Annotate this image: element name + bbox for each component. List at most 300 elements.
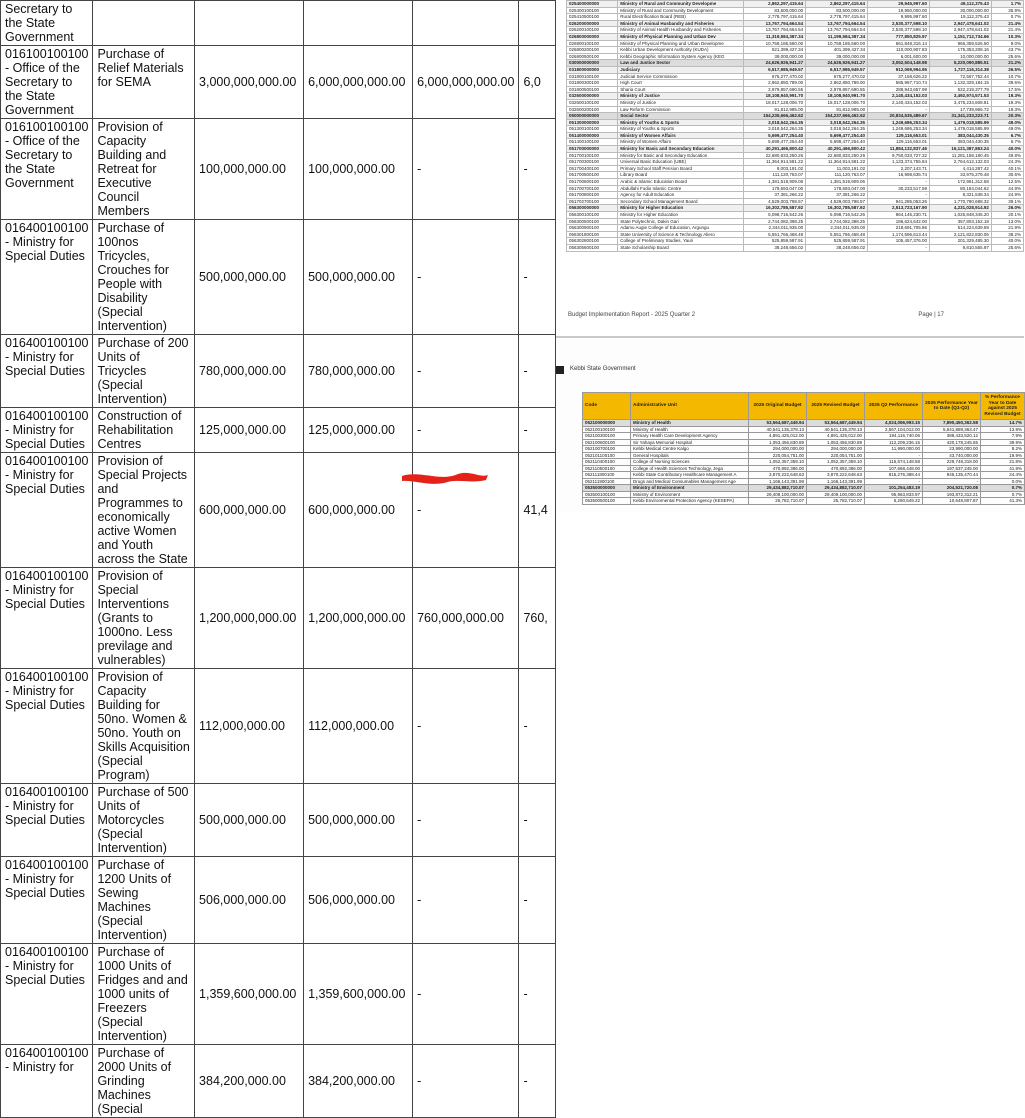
cell: 10,000,000.00 [930, 53, 992, 60]
table-row [583, 433, 1025, 440]
cell-rev: 1,359,600,000.00 [304, 944, 413, 1045]
cell: 2,778,797,415.64 [744, 14, 806, 21]
cell: Kebbi State Contributory Healthcare Management A [631, 472, 749, 479]
cell: 3,870,222,648.63 [749, 472, 807, 479]
cell-rev: 500,000,000.00 [304, 220, 413, 335]
cell: 4,529,003,798.57 [806, 198, 868, 205]
cell: 030000000000 [567, 60, 618, 67]
cell: 40.0% [991, 238, 1023, 245]
cell: 031800000000 [567, 66, 618, 73]
cell-rev: 780,000,000.00 [304, 335, 413, 408]
table-row [1, 46, 556, 119]
cell: 6,517,985,949.57 [744, 66, 806, 73]
cell: 1,025,848,345.20 [930, 212, 992, 219]
table-row [1, 119, 556, 220]
cell: 2,530,377,598.10 [868, 27, 930, 34]
page-header-title: Kebbi State Government [570, 366, 636, 372]
cell-extra: - [519, 1045, 556, 1118]
cell: 6,517,985,949.57 [806, 66, 868, 73]
cell: 1,479,018,585.99 [930, 126, 992, 133]
cell: 031800500100 [567, 86, 618, 93]
cell: Rural Electrification Board (REB) [618, 14, 744, 21]
table-row [567, 179, 1024, 186]
cell: 11,364,914,581.22 [806, 159, 868, 166]
cell: Kebbi Geographic Information System Agency (KEG [618, 53, 744, 60]
cell: 40,541,135,378.13 [749, 426, 807, 433]
cell: 470,892,386.00 [749, 465, 807, 472]
cell: 10.3% [991, 33, 1023, 40]
cell: Secondary School Management Board [618, 198, 744, 205]
cell-code: 016400100100 - Ministry for Special Duties [1, 408, 93, 453]
table-row [567, 60, 1024, 67]
cell-rev: 506,000,000.00 [304, 857, 413, 944]
cell: 0.0% [981, 478, 1025, 485]
cell: Ministry of Women Affairs [618, 139, 744, 146]
table-row [567, 212, 1024, 219]
cell: 5,641,889,363.47 [923, 426, 981, 433]
cell: 9,003,191.02 [744, 165, 806, 172]
table-row [1, 1, 556, 46]
cell: 0.7% [981, 491, 1025, 498]
table-row [567, 165, 1024, 172]
cell: 10,648,807.87 [923, 498, 981, 505]
cell: 031800100100 [567, 73, 618, 80]
table-row [567, 20, 1024, 27]
cell: 4,231,028,914.92 [930, 205, 992, 212]
cell: Ministry of Youths & Sports [618, 119, 744, 126]
cell: 2,207,143.71 [868, 165, 930, 172]
table-row [567, 205, 1024, 212]
column-header: 2025 Revised Budget [807, 393, 865, 420]
cell: 21.8% [981, 459, 1025, 466]
cell: 19,950,000.00 [868, 7, 930, 14]
cell: Kebbi Urban Development Authority (KUDA) [618, 47, 744, 54]
table-row [567, 14, 1024, 21]
cell-code: 016100100100 - Office of the Secretary to the State Government [1, 119, 93, 220]
table-row [1, 220, 556, 335]
cell: 80,184,044.62 [930, 185, 992, 192]
cell: Ministry of Environment [631, 485, 749, 492]
cell: 2,947,478,641.02 [930, 20, 992, 27]
cell: 675,277,470.02 [744, 73, 806, 80]
cell-extra: - [519, 944, 556, 1045]
cell: 294,000,000.00 [807, 446, 865, 453]
cell: 23,990,000.00 [923, 446, 981, 453]
cell: 4,891,425,012.00 [807, 433, 865, 440]
cell: 052100300100 [583, 433, 631, 440]
cell-extra: - [519, 669, 556, 784]
cell-rev: 100,000,000.00 [304, 119, 413, 220]
cell: Sir Yahaya Memorial Hospital [631, 439, 749, 446]
cell: 052101100100 [583, 452, 631, 459]
table-row [567, 73, 1024, 80]
cell: 051700000000 [567, 146, 618, 153]
cell: 2,140,434,152.03 [868, 93, 930, 100]
cell: 11,990,000.00 [865, 446, 923, 453]
cell-desc: Purchase of 1000 Units of Fridges and and 1000 units of Freezers (Special Intervention) [93, 944, 195, 1045]
cell: College of Health Sciences Technology, Jega [631, 465, 749, 472]
cell: 026800200100 [567, 47, 618, 54]
cell: 110,000,907.83 [868, 47, 930, 54]
cell: 37,158,626.22 [868, 73, 930, 80]
table-row [1, 408, 556, 453]
cell: 112,209,236.15 [865, 439, 923, 446]
cell: 1,381,519,909.06 [806, 179, 868, 186]
cell: 53,564,687,449.94 [807, 420, 865, 427]
cell: 2,862,297,415.64 [806, 1, 868, 8]
table-row [567, 139, 1024, 146]
report-page-bottom [556, 338, 1024, 512]
cell: 40,541,135,378.13 [807, 426, 865, 433]
table-row [583, 485, 1025, 492]
cell: 1,249,686,253.34 [868, 119, 930, 126]
cell-perf: - [413, 119, 519, 220]
cell-desc: Purchase of Relief Materials for SEMA [93, 46, 195, 119]
cell: 49.0% [991, 119, 1023, 126]
cell: 9,750,033,727.32 [868, 152, 930, 159]
cell-code: 016100100100 - Office of the Secretary to the State Government [1, 46, 93, 119]
cell-desc: Provision of Special Projects and Programmes to economically active Women and Youth across the State [93, 453, 195, 568]
cell-code: Secretary to the State Government [1, 1, 93, 46]
cell: 525,859,587.91 [744, 238, 806, 245]
cell-code: 016400100100 - Ministry for Special Duties [1, 857, 93, 944]
cell: 35.9% [991, 7, 1023, 14]
cell: Judiciary [618, 66, 744, 73]
cell: 13.0% [991, 218, 1023, 225]
cell-rev: 112,000,000.00 [304, 669, 413, 784]
table-row [567, 40, 1024, 47]
table-row [567, 244, 1024, 251]
cell: 2,979,857,690.55 [744, 86, 806, 93]
cell: 525,859,587.91 [806, 238, 868, 245]
cell-extra: - [519, 784, 556, 857]
cell: 031800300100 [567, 80, 618, 87]
cell: 6,001,600.00 [868, 53, 930, 60]
cell: 11,884,132,837.46 [868, 146, 930, 153]
cell: 5,699,477,254.40 [806, 139, 868, 146]
cell-code: 016400100100 - Ministry for Special Duties [1, 568, 93, 669]
report-page-top [566, 0, 1024, 272]
cell: 1,052,357,359.10 [807, 459, 865, 466]
cell: 3,052,504,148.98 [868, 60, 930, 67]
cell: 25,782,710.07 [749, 498, 807, 505]
cell: 41.3% [981, 498, 1025, 505]
table-row [567, 106, 1024, 113]
table-row [567, 119, 1024, 126]
cell: 129,116,653.01 [868, 132, 930, 139]
cell: 5,290,649.22 [865, 498, 923, 505]
cell: 675,277,470.02 [806, 73, 868, 80]
cell-code: 016400100100 - Ministry for Special Duties [1, 669, 93, 784]
table-row [583, 459, 1025, 466]
cell: 514,224,639.69 [930, 225, 992, 232]
cell: Ministry of Animal Health Husbandry and Fisheries [618, 27, 744, 34]
cell: 194,116,740.06 [865, 433, 923, 440]
cell-orig: 1,200,000,000.00 [195, 568, 304, 669]
cell: 052100600100 [583, 439, 631, 446]
report-footer [566, 310, 1024, 326]
cell: 026800100100 [567, 40, 618, 47]
cell: State Scholarship Board [618, 244, 744, 251]
cell: 29,409,100,000.00 [807, 491, 865, 498]
column-header: % Performance Year to Date against 2025 Revised Budget [981, 393, 1025, 420]
cell: 18,017,128,006.70 [806, 99, 868, 106]
cell: 4,891,425,012.00 [749, 433, 807, 440]
cell-code: 016400100100 - Ministry for Special Duties [1, 220, 93, 335]
cell: 197,537,245.00 [923, 465, 981, 472]
cell-perf [413, 1, 519, 46]
cell: 051700300100 [567, 159, 618, 166]
cell-orig: 500,000,000.00 [195, 784, 304, 857]
cell: 3,018,542,264.35 [744, 119, 806, 126]
table-row [567, 132, 1024, 139]
cell: 101,254,483.19 [865, 485, 923, 492]
footer-report-title: Budget Implementation Report - 2025 Quarter 2 [568, 312, 696, 318]
cell: Ministry of Physical Planning and Urban Developme [618, 40, 744, 47]
cell-extra: - [519, 408, 556, 453]
cell: 95,963,833.97 [865, 491, 923, 498]
cell: 10,759,185,560.00 [744, 40, 806, 47]
table-row [567, 126, 1024, 133]
cell: 052111900100 [583, 478, 631, 485]
report-table-bottom [582, 392, 1025, 505]
cell: 026800500100 [567, 53, 618, 60]
cell: 19.9% [981, 452, 1025, 459]
cell-desc: Provision of Capacity Building and Retreat for Executive Council Members [93, 119, 195, 220]
cell: 11,003,191.02 [806, 165, 868, 172]
cell: Ministry of Women Affairs [618, 132, 744, 139]
cell: 39,000,000.00 [744, 53, 806, 60]
cell: 175,353,208.16 [930, 47, 992, 54]
cell: Library Board [618, 172, 744, 179]
red-pen-mark [400, 468, 490, 486]
cell: Law Reform Commission [618, 106, 744, 113]
cell: 401,399,427.34 [806, 47, 868, 54]
cell-perf: - [413, 669, 519, 784]
cell: 3,475,234,608.81 [930, 99, 992, 106]
cell: 193,872,312.21 [923, 491, 981, 498]
cell: 19.3% [991, 93, 1023, 100]
table-row [567, 53, 1024, 60]
cell: 2,947,478,641.02 [930, 27, 992, 34]
cell: 22,680,833,250.26 [744, 152, 806, 159]
cell: Arabic & Islamic Education Board [618, 179, 744, 186]
cell: 19.3% [991, 106, 1023, 113]
cell: 178,693,047.00 [806, 185, 868, 192]
cell: 17,739,965.72 [930, 106, 992, 113]
table-row [1, 1045, 556, 1118]
table-row [567, 192, 1024, 199]
table-row [567, 1, 1024, 8]
cell-extra: - [519, 220, 556, 335]
table-row [583, 465, 1025, 472]
cell: 111,120,763.07 [744, 172, 806, 179]
cell-orig: 1,359,600,000.00 [195, 944, 304, 1045]
cell-desc [93, 1, 195, 46]
cell: Kebbi Environmental Protection Agency (KESEPA) [631, 498, 749, 505]
cell: Social Sector [618, 113, 744, 120]
cell: 6.7% [991, 132, 1023, 139]
cell: 2,567,104,012.00 [865, 426, 923, 433]
cell: College of Nursing Sciences [631, 459, 749, 466]
cell: 218,691,705.86 [868, 225, 930, 232]
cell-perf: - [413, 1045, 519, 1118]
cell: 051700100100 [567, 152, 618, 159]
cell: 19.3% [991, 99, 1023, 106]
cell: 420,178,245.55 [923, 439, 981, 446]
cell-perf: 6,000,000,000.00 [413, 46, 519, 119]
cell: 052100700100 [583, 446, 631, 453]
cell: 9,995,997.60 [868, 14, 930, 21]
cell: 16,998,635.74 [868, 172, 930, 179]
cell: Ministry of Health [631, 420, 749, 427]
cell: 5,551,766,468.48 [744, 231, 806, 238]
table-row [567, 99, 1024, 106]
cell: 2,344,011,935.00 [744, 225, 806, 232]
cell-orig: 500,000,000.00 [195, 220, 304, 335]
cell: 44.9% [991, 185, 1023, 192]
cell: 40,291,466,800.42 [806, 146, 868, 153]
cell: 9,810,565.97 [930, 244, 992, 251]
cell: 115,574,148.58 [865, 459, 923, 466]
cell: 5,098,716,542.26 [744, 212, 806, 219]
cell: 91,812,985.00 [744, 106, 806, 113]
cell: 49.8% [991, 152, 1023, 159]
cell: 25,782,710.07 [807, 498, 865, 505]
cell: Abdullahi Fodio Islamic Centre [618, 185, 744, 192]
cell: 19,112,375.43 [930, 14, 992, 21]
cell: 2,862,850,789.00 [806, 80, 868, 87]
cell: 026800000000 [567, 33, 618, 40]
table-row [1, 669, 556, 784]
cell: 3,018,542,264.35 [806, 126, 868, 133]
cell: 24.3% [991, 159, 1023, 166]
cell: 1,151,712,734.66 [930, 33, 992, 40]
cell: 1,479,018,585.99 [930, 119, 992, 126]
cell: 052100000000 [583, 420, 631, 427]
cell: 40.0% [991, 146, 1023, 153]
cell: 052110500100 [583, 465, 631, 472]
cell: 21.2% [991, 60, 1023, 67]
report-table-top [566, 0, 1024, 252]
cell-extra: 6,0 [519, 46, 556, 119]
cell: 025400000000 [567, 1, 618, 8]
table-row [567, 66, 1024, 73]
cell-code: 016400100100 - Ministry for [1, 1045, 93, 1118]
cell: 053500500100 [583, 498, 631, 505]
table-row [567, 113, 1024, 120]
cell: 585,967,710.74 [868, 80, 930, 87]
cell: 49.0% [991, 126, 1023, 133]
cell-orig [195, 1, 304, 46]
cell: 3,018,542,264.35 [806, 119, 868, 126]
cell: 186,624,642.00 [868, 218, 930, 225]
table-row [583, 426, 1025, 433]
cell: 051700700100 [567, 185, 618, 192]
cell-extra: 760, [519, 568, 556, 669]
cell: Primary Health Care Development Agency [631, 433, 749, 440]
cell: 20.3% [991, 113, 1023, 120]
cell: 18,108,940,991.70 [744, 93, 806, 100]
table-row [567, 225, 1024, 232]
cell: 10.7% [991, 73, 1023, 80]
cell: 16,121,387,863.24 [930, 146, 992, 153]
cell: 2,979,857,690.55 [806, 86, 868, 93]
cell: 032600100100 [567, 99, 618, 106]
cell-orig: 112,000,000.00 [195, 669, 304, 784]
section-marker-icon [556, 366, 564, 374]
table-row [583, 446, 1025, 453]
cell: 201,329,485.30 [930, 238, 992, 245]
cell: 43,740,000.00 [923, 452, 981, 459]
cell: 4,414,287.42 [930, 165, 992, 172]
cell: Sharia Court [618, 86, 744, 93]
cell-orig: 506,000,000.00 [195, 857, 304, 944]
cell: 25.6% [991, 53, 1023, 60]
cell: 111,120,763.07 [806, 172, 868, 179]
cell: 056305600100 [567, 244, 618, 251]
table-row [567, 80, 1024, 87]
cell: Judicial Service Commission [618, 73, 744, 80]
cell: Ministry of Justice [618, 99, 744, 106]
cell: 0.7% [991, 14, 1023, 21]
cell-perf: - [413, 335, 519, 408]
cell: 29,434,882,710.07 [807, 485, 865, 492]
cell: 0.7% [981, 485, 1025, 492]
table-row [567, 198, 1024, 205]
cell: 056300900100 [567, 225, 618, 232]
cell: 18,017,128,006.70 [744, 99, 806, 106]
cell-rev: 6,000,000,000.00 [304, 46, 413, 119]
cell: 032600000000 [567, 93, 618, 100]
cell: 357,803,152.18 [930, 218, 992, 225]
cell: 2,764,612,132.03 [930, 159, 992, 166]
cell: 4,529,003,798.57 [744, 198, 806, 205]
cell: 661,848,316.14 [868, 40, 930, 47]
cell-perf: - [413, 453, 519, 568]
cell: 29,409,100,000.00 [749, 491, 807, 498]
cell: 11,281,158,180.45 [930, 152, 992, 159]
cell: 470,892,386.00 [807, 465, 865, 472]
cell: 39.6% [991, 80, 1023, 87]
cell: 056300500100 [567, 218, 618, 225]
cell: 11,364,914,581.22 [744, 159, 806, 166]
cell: 051700400100 [567, 165, 618, 172]
cell: 2,121,822,830.06 [930, 231, 992, 238]
cell: 26.5% [991, 66, 1023, 73]
cell: 1,174,596,613.44 [868, 231, 930, 238]
cell: 5,551,766,468.48 [806, 231, 868, 238]
cell-code: 016400100100 - Ministry for Special Duties [1, 453, 93, 568]
cell: 2,344,011,935.00 [806, 225, 868, 232]
cell: 17.5% [991, 86, 1023, 93]
cell: 72,567,752.44 [930, 73, 992, 80]
cell: 945,135,470.44 [923, 472, 981, 479]
cell: 30.6% [991, 172, 1023, 179]
cell: State Polytechnic, Dakin Gari [618, 218, 744, 225]
table-row [567, 47, 1024, 54]
cell: Ministry of Rural and Community Development [618, 7, 744, 14]
cell: High Court [618, 80, 744, 87]
cell: State University of Science & Technology Aliero [618, 231, 744, 238]
cell: 4,024,056,993.15 [865, 420, 923, 427]
cell: 11,319,584,387.34 [744, 33, 806, 40]
cell: Ministry for Basic and Secondary Education [618, 152, 744, 159]
cell: 053500100100 [583, 491, 631, 498]
cell: 22,680,833,250.26 [806, 152, 868, 159]
cell: 13,767,794,664.54 [744, 27, 806, 34]
cell-perf: - [413, 857, 519, 944]
